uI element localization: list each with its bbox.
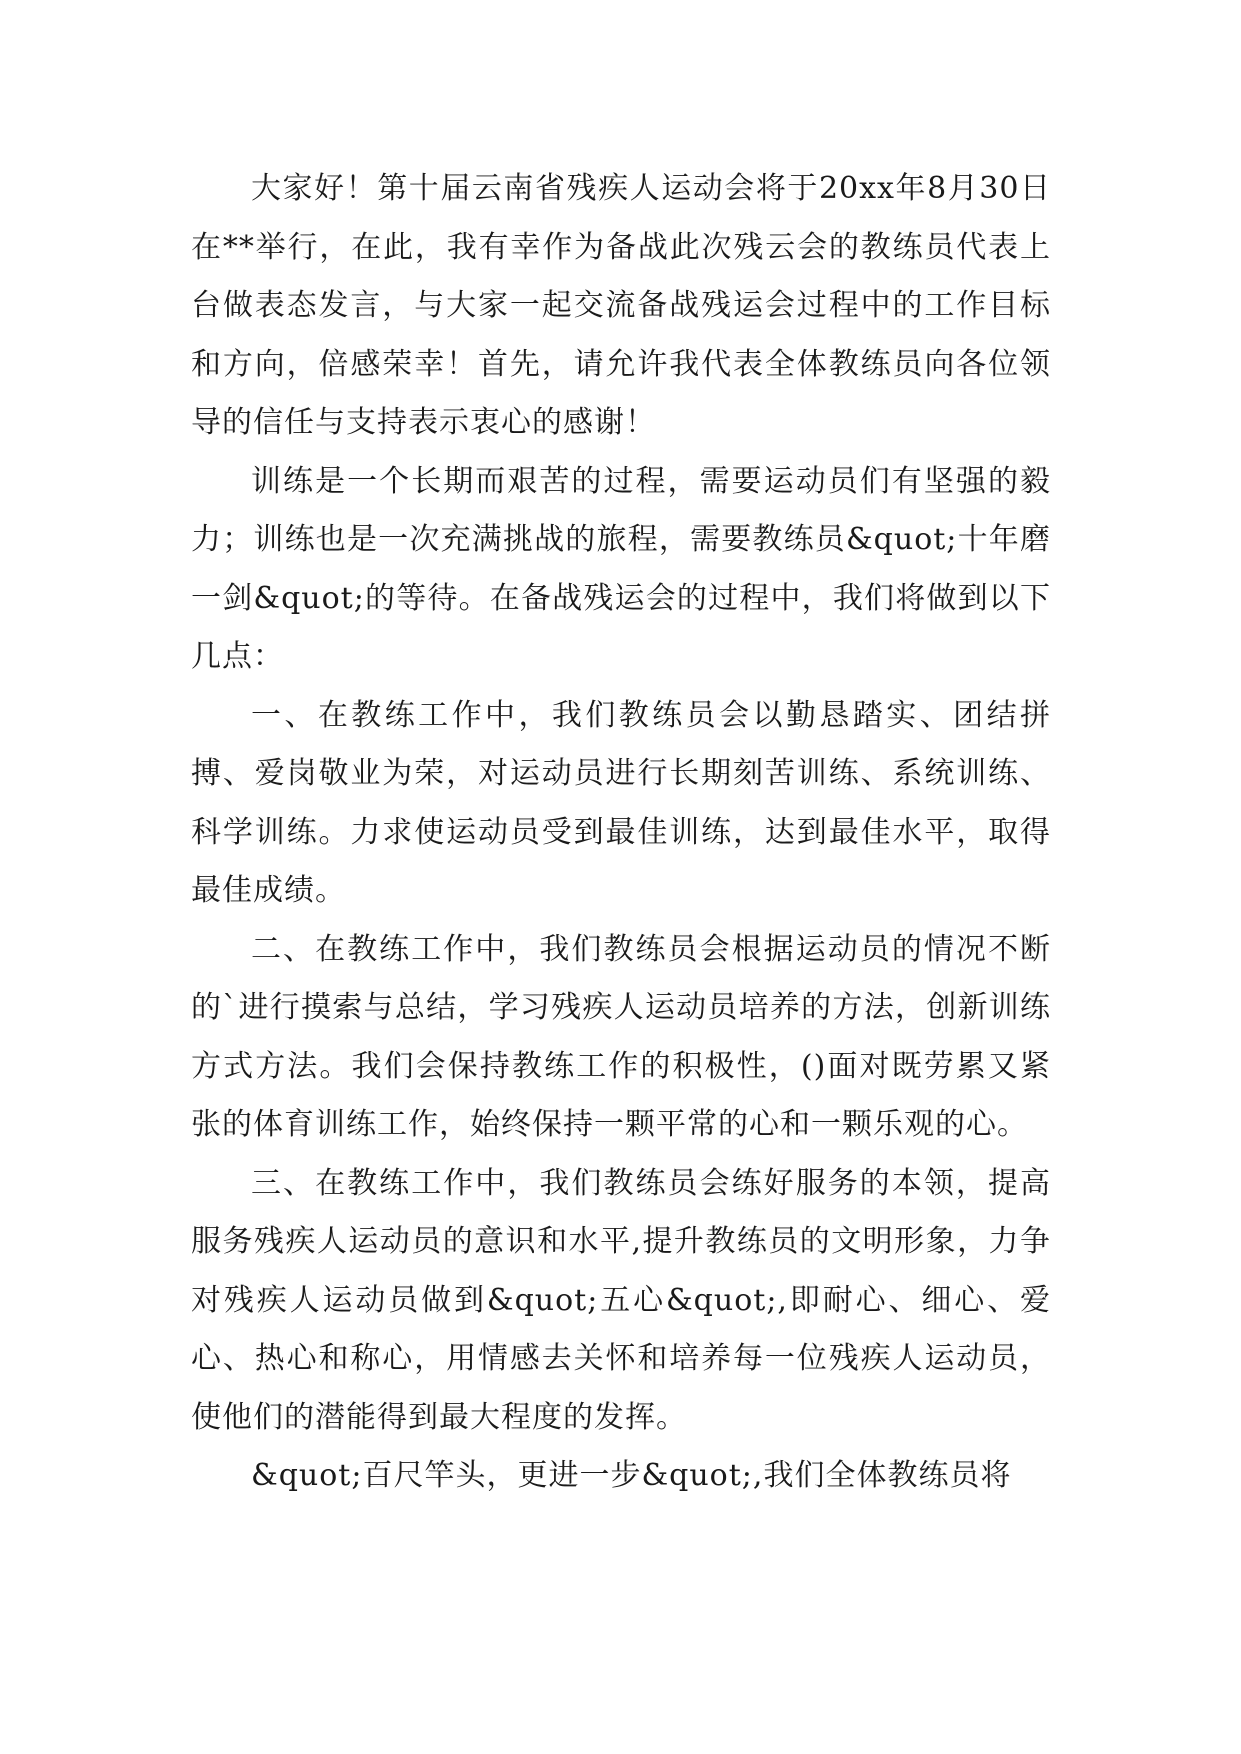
paragraph-training: 训练是一个长期而艰苦的过程，需要运动员们有坚强的毅力；训练也是一次充满挑战的旅程，需要教练员&quot;十年磨一剑&quot;的等待。在备战残运会的过程中，我们将做到以下几点： [191, 463, 1051, 674]
paragraph-point-two: 二、在教练工作中，我们教练员会根据运动员的情况不断的`进行摸索与总结，学习残疾人运动员培养的方法，创新训练方式方法。我们会保持教练工作的积极性，()面对既劳累又紧张的体育训练工作，始终保持一颗平常的心和一颗乐观的心。 [191, 931, 1051, 1142]
paragraph-closing: &quot;百尺竿头，更进一步&quot;,我们全体教练员将 [251, 1458, 1012, 1493]
paragraph-point-three: 三、在教练工作中，我们教练员会练好服务的本领，提高服务残疾人运动员的意识和水平,提升教练员的文明形象，力争对残疾人运动员做到&quot;五心&quot;,即耐心、细心、爱心、热心和称心，用情感去关怀和培养每一位残疾人运动员，使他们的潜能得到最大程度的发挥。 [191, 1165, 1051, 1435]
paragraph-point-one: 一、在教练工作中，我们教练员会以勤恳踏实、团结拼搏、爱岗敬业为荣，对运动员进行长期刻苦训练、系统训练、科学训练。力求使运动员受到最佳训练，达到最佳水平，取得最佳成绩。 [191, 697, 1051, 908]
document-body [191, 160, 1051, 1506]
paragraph-greeting: 大家好！第十届云南省残疾人运动会将于20xx年8月30日在**举行，在此，我有幸作为备战此次残云会的教练员代表上台做表态发言，与大家一起交流备战残运会过程中的工作目标和方向，倍感荣幸！首先，请允许我代表全体教练员向各位领导的信任与支持表示衷心的感谢！ [191, 171, 1051, 440]
